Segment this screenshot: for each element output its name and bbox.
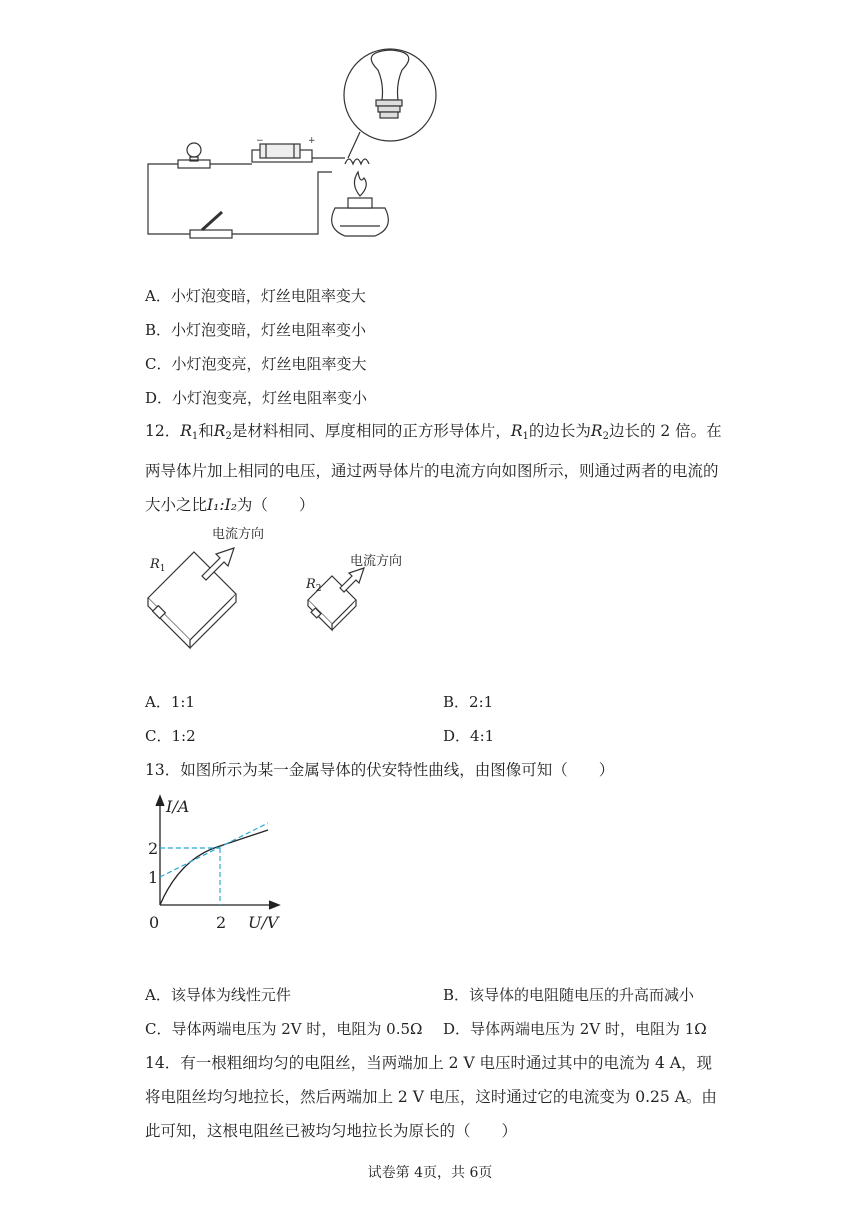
q12-r1: R xyxy=(180,422,192,440)
q12-fig-r1-sub: 1 xyxy=(159,564,166,574)
circuit-figure xyxy=(140,40,460,250)
q12-figure xyxy=(140,520,440,650)
page-footer: 试卷第 4页，共 6页 xyxy=(367,1165,493,1181)
svg-text:R1 xyxy=(149,557,166,574)
q12-r2: R xyxy=(213,422,226,440)
svg-text:R2 xyxy=(305,577,322,594)
svg-text:+: + xyxy=(308,136,316,146)
q13-y-tick-2: 2 xyxy=(148,839,159,858)
q12-r1-b: R xyxy=(510,422,523,440)
q13-y-label: I/A xyxy=(166,797,190,816)
q13-option-c: C．导体两端电压为 2V 时，电阻为 0.5Ω xyxy=(145,1020,423,1038)
q12-r2-sub: 2 xyxy=(225,431,232,442)
q12-t4: 边长的 2 倍。在两导体片加上相同的电压，通过两导体片的电流方向如图所示，则通过两者的电流的大小之比 xyxy=(145,422,722,514)
q12-r2-b: R xyxy=(590,422,603,440)
svg-text:−: − xyxy=(256,136,264,146)
q12-option-a: A．1:1 xyxy=(145,693,195,711)
q12-fig-r1: R xyxy=(150,557,160,572)
q13-y-tick-1: 1 xyxy=(148,868,159,887)
q13-x-tick-2: 2 xyxy=(216,913,227,932)
q13-x-label: U/V xyxy=(248,913,279,932)
q13-option-a: A．该导体为线性元件 xyxy=(145,986,291,1004)
q12-option-b: B．2:1 xyxy=(443,693,494,711)
q12-fig-r2-sub: 2 xyxy=(315,584,322,594)
q12-r2-sub-b: 2 xyxy=(602,431,609,442)
q13-option-b: B．该导体的电阻随电压的升高而减小 xyxy=(443,986,695,1004)
q11-option-a: A．小灯泡变暗，灯丝电阻率变大 xyxy=(145,287,366,305)
q14-question: 14．有一根粗细均匀的电阻丝，当两端加上 2 V 电压时通过其中的电流为 4 A，现将电阻丝均匀地拉长，然后两端加上 2 V 电压，这时通过它的电流变为 0.25 A。由此可知，这根电阻丝已被均匀地拉长为原长的（ ） xyxy=(145,1054,717,1140)
q12-i-ratio: I₁:I₂ xyxy=(207,496,237,514)
q11-option-c: C．小灯泡变亮，灯丝电阻率变大 xyxy=(145,355,367,373)
q11-option-b: B．小灯泡变暗，灯丝电阻率变小 xyxy=(145,321,367,339)
q12-t5: 为（ ） xyxy=(236,496,315,514)
q12-r1-sub: 1 xyxy=(191,431,199,442)
q12-current-label-2: 电流方向 xyxy=(350,554,403,569)
q12-fig-r2: R xyxy=(306,577,316,592)
q12-option-d: D．4:1 xyxy=(443,727,495,745)
q12-current-label-1: 电流方向 xyxy=(212,527,265,542)
q12-option-c: C．1:2 xyxy=(145,727,196,745)
q12-number: 12． xyxy=(145,422,181,440)
q12-t3: 的边长为 xyxy=(528,422,591,440)
q12-t1: 和 xyxy=(198,422,214,440)
q13-question: 13．如图所示为某一金属导体的伏安特性曲线，由图像可知（ ） xyxy=(145,761,615,779)
q12-t2: 是材料相同、厚度相同的正方形导体片， xyxy=(231,422,511,440)
q12-r1-sub-b: 1 xyxy=(522,431,529,442)
q12-question xyxy=(145,414,725,522)
q13-option-d: D．导体两端电压为 2V 时，电阻为 1Ω xyxy=(443,1020,707,1038)
q11-option-d: D．小灯泡变亮，灯丝电阻率变小 xyxy=(145,389,368,407)
q13-origin: 0 xyxy=(149,913,160,932)
q13-iv-graph xyxy=(140,790,300,940)
